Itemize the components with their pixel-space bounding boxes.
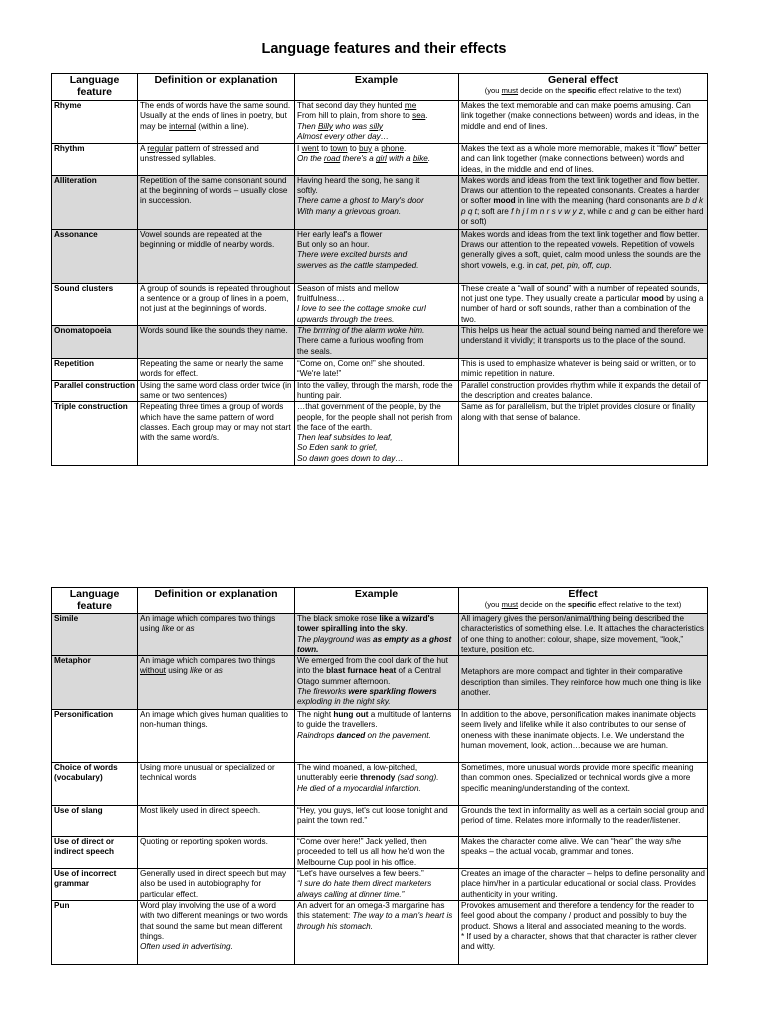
table-row [52, 144, 708, 176]
effect-cell: This is used to emphasize whatever is being said or written, or to mimic repetition in nature. [459, 359, 708, 381]
effect-cell: Grounds the text in informality as well as a certain social group and period of time. Relates more informally to the reader/listener. [459, 806, 708, 837]
effect-cell: Metaphors are more compact and tighter in their comparative description than similes. They reinforce how much one thing is like another. [459, 656, 708, 710]
definition-cell: Quoting or reporting spoken words. [138, 837, 295, 869]
feature-name: Assonance [52, 229, 138, 283]
example-cell: …that government of the people, by the people, for the people shall not perish from the face of the earth. Then leaf subsides to leaf, So Eden sank to grief, So dawn goes down to day… [295, 402, 459, 466]
example-cell: “Hey, you guys, let's cut loose tonight and paint the town red.” [295, 806, 459, 837]
definition-cell: Most likely used in direct speech. [138, 806, 295, 837]
table-row [52, 175, 708, 229]
table-row [52, 656, 708, 710]
effect-cell: Makes the character come alive. We can “hear” the way s/he speaks – the actual vocab, grammar and tones. [459, 837, 708, 869]
page-title: Language features and their effects [261, 41, 507, 57]
definition-cell: Repeating the same or nearly the same words for effect. [138, 359, 295, 381]
table-row [52, 869, 708, 901]
table-row [52, 763, 708, 806]
definition-cell: The ends of words have the same sound. Usually at the ends of lines in poetry, but may be internal (within a line). [138, 101, 295, 144]
header-definition: Definition or explanation [138, 588, 295, 614]
example-cell: The black smoke rose like a wizard's tower spiralling into the sky. The playground was as empty as a ghost town. [295, 614, 459, 656]
feature-name: Triple construction [52, 402, 138, 466]
header-definition: Definition or explanation [138, 74, 295, 101]
header-effect: General effect (you must decide on the specific effect relative to the text) [459, 74, 708, 101]
definition-cell: Words sound like the sounds they name. [138, 326, 295, 359]
effect-cell: This helps us hear the actual sound being named and therefore we understand it vividly; it transports us to the place of the sound. [459, 326, 708, 359]
definition-cell: Repetition of the same consonant sound at the beginning of words – usually close in succession. [138, 175, 295, 229]
feature-name: Sound clusters [52, 283, 138, 325]
table-header-row [52, 588, 708, 614]
effect-cell: Makes words and ideas from the text link together and flow better. Draws our attention to the repeated vowels. Repetition of vowels generally gives a soft, quiet, calm mood unless the sounds are the short vowels, e.g. in cat, pet, pin, off, cup. [459, 229, 708, 283]
table-row [52, 806, 708, 837]
example-cell: The brrrring of the alarm woke him. There came a furious woofing from the seals. [295, 326, 459, 359]
feature-name: Repetition [52, 359, 138, 381]
effect-cell: Provokes amusement and therefore a tendency for the reader to feel good about the company / product and possibly to buy the product. Shows a literal and associated meaning to the words. * If used by a character, shows that that character is rather clever and witty. [459, 901, 708, 965]
feature-name: Parallel construction [52, 380, 138, 402]
table-row [52, 901, 708, 965]
feature-name: Alliteration [52, 175, 138, 229]
table-row [52, 101, 708, 144]
language-features-table-imagery [51, 587, 708, 965]
header-example: Example [295, 588, 459, 614]
table-row [52, 402, 708, 466]
definition-cell: Using the same word class order twice (in same or two sentences) [138, 380, 295, 402]
effect-cell: Parallel construction provides rhythm while it expands the detail of the description and creates balance. [459, 380, 708, 402]
example-cell: The night hung out a multitude of lanterns to guide the travellers. Raindrops danced on the pavement. [295, 710, 459, 763]
example-cell: Season of mists and mellow fruitfulness… I love to see the cottage smoke curl upwards through the trees. [295, 283, 459, 325]
effect-cell: These create a “wall of sound” with a number of repeated sounds, not just one type. They usually create a particular mood by using a number of hard or soft sounds, rather than a combination of the two. [459, 283, 708, 325]
example-cell: Having heard the song, he sang it softly. There came a ghost to Mary's door With many a grievous groan. [295, 175, 459, 229]
table-row [52, 614, 708, 656]
table-row [52, 710, 708, 763]
feature-name: Choice of words (vocabulary) [52, 763, 138, 806]
table-header-row [52, 74, 708, 101]
feature-name: Use of slang [52, 806, 138, 837]
definition-cell: Repeating three times a group of words which have the same pattern of word classes. Each group may or may not start with the same word/s. [138, 402, 295, 466]
effect-note: (you must decide on the specific effect relative to the text) [484, 600, 682, 609]
example-cell: “Let's have ourselves a few beers.” “I sure do hate them direct marketers always calling at dinner time.” [295, 869, 459, 901]
example-cell: Into the valley, through the marsh, rode the hunting pair. [295, 380, 459, 402]
effect-cell: Creates an image of the character – helps to define personality and place him/her in a particular educational or social class. Provides authenticity in your writing. [459, 869, 708, 901]
effect-cell: Makes words and ideas from the text link together and flow better. Draws our attention to the repeated consonants. Creates a harder or softer mood in line with the meaning (hard consonants are b d k p q t; soft are f h j l m n r s v w y z, while c and g can be either hard or soft) [459, 175, 708, 229]
example-cell: Her early leaf's a flower But only so an hour. There were excited bursts and swerves as the cattle stampeded. [295, 229, 459, 283]
definition-cell: A group of sounds is repeated throughout a sentence or a group of lines in a poem, not just at the beginnings of words. [138, 283, 295, 325]
effect-cell: In addition to the above, personification makes inanimate objects seem lively and lifelike while it also contributes to our sense of oneness with these inanimate objects. I.e. We understand the human movement, look, action…because we are human. [459, 710, 708, 763]
example-cell: I went to town to buy a phone. On the road there's a girl with a bike. [295, 144, 459, 176]
example-cell: The wind moaned, a low-pitched, unutterably eerie threnody (sad song). He died of a myocardial infarction. [295, 763, 459, 806]
feature-name: Rhythm [52, 144, 138, 176]
effect-cell: Sometimes, more unusual words provide more specific meaning than common ones. Specialized or technical words give a more specific meaning/understanding of the context. [459, 763, 708, 806]
feature-name: Metaphor [52, 656, 138, 710]
feature-name: Use of direct or indirect speech [52, 837, 138, 869]
effect-note: (you must decide on the specific effect relative to the text) [484, 86, 682, 95]
effect-cell: Makes the text as a whole more memorable, makes it “flow” better and can link together (make connections between) words and ideas, in the middle and end of lines. [459, 144, 708, 176]
definition-cell: An image which compares two things using like or as [138, 614, 295, 656]
definition-cell: Using more unusual or specialized or technical words [138, 763, 295, 806]
example-cell: “Come over here!” Jack yelled, then proceeded to tell us all how he'd won the Melbourne Cup pool in his office. [295, 837, 459, 869]
definition-cell: Word play involving the use of a word with two different meanings or two words that sound the same but mean different things. Often used in advertising. [138, 901, 295, 965]
definition-cell: A regular pattern of stressed and unstressed syllables. [138, 144, 295, 176]
example-cell: That second day they hunted me From hill to plain, from shore to sea. Then Billy who was silly Almost every other day… [295, 101, 459, 144]
definition-cell: An image which gives human qualities to non-human things. [138, 710, 295, 763]
effect-cell: Same as for parallelism, but the triplet provides closure or finality along with that sense of balance. [459, 402, 708, 466]
header-feature: Language feature [52, 74, 138, 101]
table-row [52, 837, 708, 869]
feature-name: Rhyme [52, 101, 138, 144]
effect-cell: Makes the text memorable and can make poems amusing. Can link together (make connections between) words and ideas, in the middle and end of lines. [459, 101, 708, 144]
example-cell: We emerged from the cool dark of the hut into the blast furnace heat of a Central Otago summer afternoon. The fireworks were sparkling flowers exploding in the night sky. [295, 656, 459, 710]
example-cell: An advert for an omega-3 margarine has this statement: The way to a man's heart is through his stomach. [295, 901, 459, 965]
effect-cell: All imagery gives the person/animal/thing being described the characteristics of something else. I.e. It attaches the characteristics of one thing to another: colour, shape, size movement, “look,” texture, position etc. [459, 614, 708, 656]
feature-name: Use of incorrect grammar [52, 869, 138, 901]
header-effect: Effect (you must decide on the specific effect relative to the text) [459, 588, 708, 614]
table-row [52, 326, 708, 359]
example-cell: “Come on, Come on!” she shouted. “We're late!” [295, 359, 459, 381]
definition-cell: Generally used in direct speech but may also be used in autobiography for particular effect. [138, 869, 295, 901]
table-row [52, 283, 708, 325]
definition-cell: An image which compares two things without using like or as [138, 656, 295, 710]
table-row [52, 229, 708, 283]
feature-name: Pun [52, 901, 138, 965]
definition-cell: Vowel sounds are repeated at the beginning or middle of nearby words. [138, 229, 295, 283]
header-feature: Language feature [52, 588, 138, 614]
feature-name: Onomatopoeia [52, 326, 138, 359]
table-row [52, 380, 708, 402]
feature-name: Simile [52, 614, 138, 656]
header-example: Example [295, 74, 459, 101]
table-row [52, 359, 708, 381]
language-features-table-sound [51, 73, 708, 466]
feature-name: Personification [52, 710, 138, 763]
